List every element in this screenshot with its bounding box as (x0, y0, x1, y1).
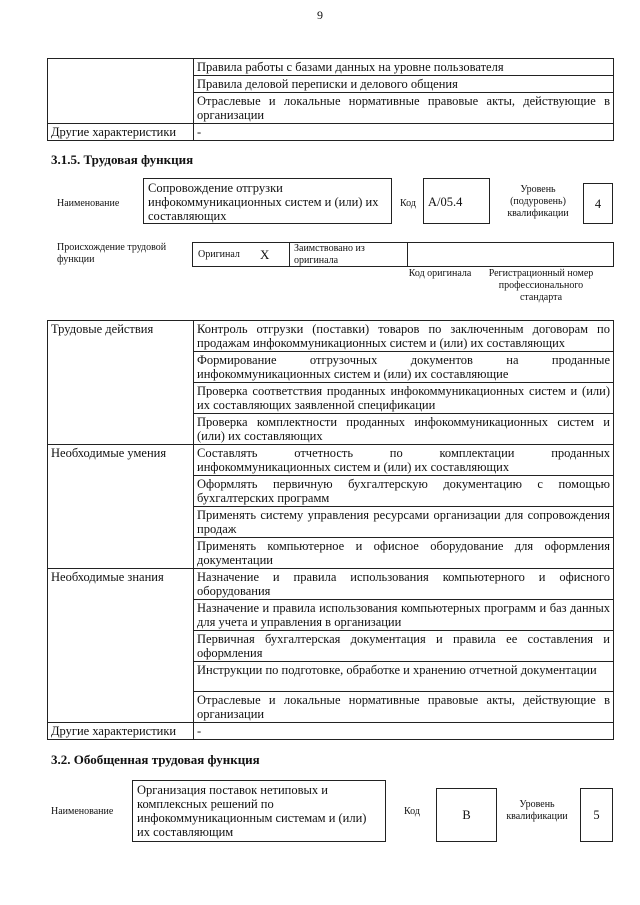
table-row: Назначение и правила использования компьютерных программ и баз данных для учета и управления в организации (194, 600, 614, 631)
origin-label: Происхождение трудовой функции (57, 242, 167, 265)
code-value: А/05.4 (428, 195, 463, 209)
table-row: Контроль отгрузки (поставки) товаров по заключенным договорам по продажам инфокоммуникационных систем и (или) их составляющих (194, 321, 614, 352)
function-name-box (143, 178, 392, 224)
table-row: Отраслевые и локальные нормативные правовые акты, действующие в организации (194, 93, 614, 124)
function-name: Сопровождение отгрузки инфокоммуникационных систем и (или) их составляющих (148, 181, 379, 223)
table-row: Первичная бухгалтерская документация и правила ее составления и оформления (194, 631, 614, 662)
qualification-level-value: 4 (594, 197, 602, 211)
origin-table (192, 242, 614, 267)
qualification-level-label: Уровень (подуровень) квалификации (507, 184, 569, 219)
original-mark: Х (260, 247, 270, 262)
code-label: Код (400, 198, 416, 209)
table-row: Оформлять первичную бухгалтерскую документацию с помощью бухгалтерских программ (194, 476, 614, 507)
other-characteristics-value: - (194, 723, 614, 740)
table-row: Правила работы с базами данных на уровне пользователя (194, 59, 614, 76)
table-row: Применять компьютерное и офисное оборудование для оформления документации (194, 538, 614, 569)
table-row: Проверка соответствия проданных инфокоммуникационных систем и (или) их составляющих заявленной спецификации (194, 383, 614, 414)
section-title: 3.1.5. Трудовая функция (51, 152, 194, 167)
section-title: 3.2. Обобщенная трудовая функция (51, 752, 260, 767)
table-row: Инструкции по подготовке, обработке и хранению отчетной документации (194, 662, 614, 692)
required-skills-label: Необходимые умения (48, 445, 194, 569)
code-value: В (462, 808, 471, 822)
other-characteristics-label: Другие характеристики (48, 723, 194, 740)
generalized-function-name: Организация поставок нетиповых и комплексных решений по инфокоммуникационным системам и (или) их составляющим (137, 783, 367, 839)
code-label: Код (404, 806, 420, 817)
table-row: Составлять отчетность по комплектации проданных инфокоммуникационных систем и (или) их составляющих (194, 445, 614, 476)
qualification-level-box (583, 183, 613, 224)
original-label: Оригинал (198, 249, 240, 260)
generalized-function-name-box (132, 780, 386, 842)
other-characteristics-value: - (194, 124, 614, 141)
borrowed-label: Заимствовано из оригинала (294, 243, 365, 266)
labor-actions-label: Трудовые действия (48, 321, 194, 445)
required-knowledge-label: Необходимые знания (48, 569, 194, 723)
table-row: Формирование отгрузочных документов на проданные инфокоммуникационных систем и (или) их составляющие (194, 352, 614, 383)
page-number: 9 (317, 8, 323, 22)
qualification-level-value: 5 (593, 808, 600, 822)
name-label: Наименование (51, 806, 114, 817)
table-row: Проверка комплектности проданных инфокоммуникационных систем и (или) их составляющих (194, 414, 614, 445)
code-box (423, 178, 490, 224)
name-label: Наименование (57, 198, 120, 209)
table-row: Применять систему управления ресурсами организации для сопровождения продаж (194, 507, 614, 538)
code-box (436, 788, 497, 842)
table-row: Правила деловой переписки и делового общения (194, 76, 614, 93)
table-row: Назначение и правила использования компьютерного и офисного оборудования (194, 569, 614, 600)
original-code-label: Код оригинала (408, 268, 472, 279)
qualification-level-box (580, 788, 613, 842)
other-characteristics-label: Другие характеристики (48, 124, 194, 141)
function-details-table (47, 320, 614, 740)
qualification-level-label: Уровень квалификации (506, 799, 568, 822)
registration-number-label: Регистрационный номер профессионального стандарта (488, 268, 594, 303)
table-row: Отраслевые и локальные нормативные правовые акты, действующие в организации (194, 692, 614, 723)
top-knowledge-table (47, 58, 614, 141)
